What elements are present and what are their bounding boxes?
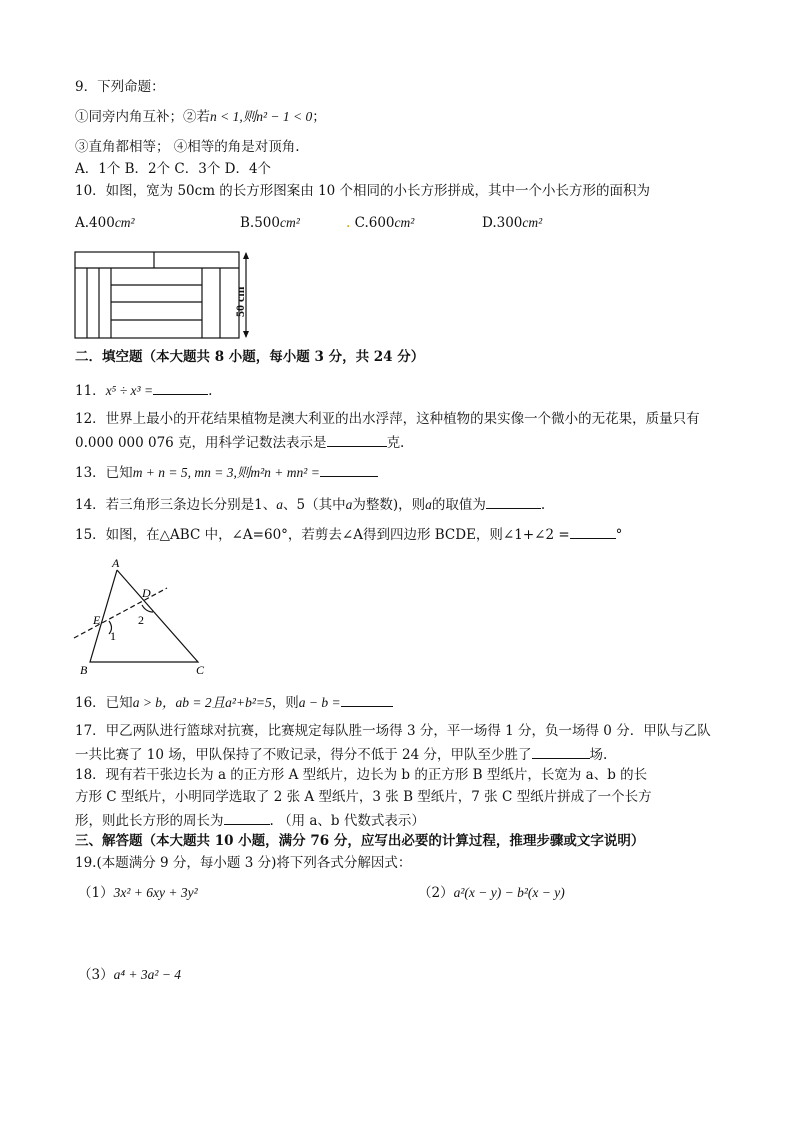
q19-part2-num: （2） — [418, 885, 454, 901]
q12-line1: 12．世界上最小的开花结果植物是澳大利亚的出水浮萍，这种植物的果实像一个微小的无花果，质量只有 — [75, 411, 700, 427]
q17-line2-text: 一共比赛了 10 场，甲队保持了不败记录，得分不低于 24 分，甲队至少胜了 — [75, 747, 532, 763]
q13-answer-blank[interactable] — [320, 462, 378, 477]
q14-text-b: 、5（其中 — [283, 497, 346, 513]
q19-part3 — [78, 966, 181, 984]
q10-option-a — [75, 214, 135, 232]
q16-expr1: a > b，ab = 2且a²+b²=5 — [132, 695, 272, 710]
q14-text-d: 的取值为 — [431, 497, 486, 513]
q14-text-a: 14．若三角形三条边长分别是1、 — [75, 497, 277, 513]
q19-text: 19.(本题满分 9 分，每小题 3 分)将下列各式分解因式： — [75, 855, 412, 871]
section2-title: 二．填空题（本大题共 8 小题，每小题 3 分，共 24 分） — [75, 349, 425, 365]
q16 — [75, 692, 393, 712]
q14 — [75, 494, 545, 514]
q13-expr: m + n = 5, mn = 3,则m²n + mn² = — [132, 465, 320, 480]
q10-option-b — [240, 214, 300, 232]
triangle-abc — [90, 570, 198, 662]
q14-var-c: a — [425, 497, 432, 512]
q15-tail: ° — [615, 527, 623, 543]
label-angle-1: 1 — [110, 629, 116, 643]
q15-answer-blank[interactable] — [570, 524, 616, 539]
q12-line2-text: 0.000 000 076 克，用科学记数法表示是 — [75, 435, 327, 451]
q11-num: 11． — [75, 383, 106, 399]
q10-option-c-unit: cm² — [394, 215, 415, 230]
q11 — [75, 380, 212, 400]
q16-expr2: a − b = — [298, 695, 341, 710]
q10-option-c-value: C.600 — [354, 215, 395, 231]
q12-line2-tail: 克. — [386, 435, 405, 451]
q19-part2 — [418, 884, 565, 902]
q16-answer-blank[interactable] — [341, 692, 393, 707]
q14-var-a: a — [276, 497, 284, 512]
q10-dot: . — [346, 215, 351, 231]
dimension-label: 50 cm — [233, 286, 247, 317]
q9-s1-math: n < 1,则n² − 1 < 0 — [210, 109, 313, 124]
q15 — [75, 524, 622, 544]
q18-line3 — [75, 810, 425, 830]
dimension-arrow-up — [243, 252, 249, 259]
section3-title: 三、解答题（本大题共 10 小题，满分 76 分，应写出必要的计算过程，推理步骤或文字说明） — [75, 833, 645, 849]
q17-line2 — [75, 744, 607, 764]
q18-answer-blank[interactable] — [224, 810, 270, 825]
q15-text: 15．如图，在△ABC 中，∠A=60°，若剪去∠A得到四边形 BCDE，则∠1+∠2 = — [75, 527, 570, 543]
q14-var-b: a — [345, 497, 353, 512]
q18-line1: 18．现有若干张边长为 a 的正方形 A 型纸片，边长为 b 的正方形 B 型纸片，长宽为 a、b 的长 — [75, 767, 648, 783]
cut-line — [74, 588, 167, 638]
label-c: C — [196, 663, 205, 677]
q9-title: 9．下列命题： — [75, 79, 165, 95]
q18-line3-text: 形，则此长方形的周长为 — [75, 813, 224, 829]
q19-part3-num: （3） — [78, 967, 114, 983]
q14-answer-blank[interactable] — [486, 494, 541, 509]
q19-part3-expr: a⁴ + 3a² − 4 — [113, 967, 182, 982]
q17-answer-blank[interactable] — [532, 744, 590, 759]
q10-option-a-value: A.400 — [75, 215, 115, 231]
q9-options: A．1个 B．2个 C．3个 D．4个 — [75, 161, 272, 177]
label-a: A — [112, 556, 120, 570]
label-angle-2: 2 — [138, 613, 144, 627]
q11-expr: x⁵ ÷ x³ = — [105, 383, 154, 398]
q16-text-b: ，则 — [271, 695, 299, 711]
q16-text-a: 16．已知 — [75, 695, 133, 711]
q10-option-a-unit: cm² — [114, 215, 135, 230]
q10-option-d-unit: cm² — [522, 215, 543, 230]
q14-tail: . — [540, 497, 546, 513]
q18-line3-tail: . （用 a、b 代数式表示） — [269, 813, 425, 829]
q13 — [75, 462, 378, 482]
q12-answer-blank[interactable] — [327, 432, 387, 447]
q19-part1 — [78, 884, 198, 902]
dimension-arrow-down — [243, 331, 249, 338]
q10-option-c — [346, 214, 414, 232]
q9-statement-line1 — [75, 108, 326, 126]
q9-s1-text: ①同旁内角互补；②若 — [75, 109, 210, 125]
q10-option-b-unit: cm² — [279, 215, 300, 230]
q9-statement-line2: ③直角都相等； ④相等的角是对顶角. — [75, 139, 300, 155]
q10-option-d-value: D.300 — [482, 215, 523, 231]
q10-rectangle-figure — [74, 247, 254, 342]
q10-text: 10．如图，宽为 50cm 的长方形图案由 10 个相同的小长方形拼成，其中一个小长方形的面积为 — [75, 183, 651, 199]
q19-part2-expr: a²(x − y) − b²(x − y) — [453, 885, 565, 900]
q17-line1: 17．甲乙两队进行篮球对抗赛，比赛规定每队胜一场得 3 分，平一场得 1 分，负一场得 0 分．甲队与乙队 — [75, 723, 711, 739]
q18-line2: 方形 C 型纸片，小明同学选取了 2 张 A 型纸片，3 张 B 型纸片，7 张 C 型纸片拼成了一个长方 — [75, 789, 652, 805]
q19-part1-expr: 3x² + 6xy + 3y² — [113, 885, 198, 900]
label-e: E — [93, 613, 101, 627]
q15-triangle-figure — [72, 554, 222, 678]
q9-s1-tail: ； — [312, 109, 326, 125]
label-b: B — [80, 663, 88, 677]
label-d: D — [142, 586, 151, 600]
q13-num: 13．已知 — [75, 465, 133, 481]
q11-answer-blank[interactable] — [153, 380, 208, 395]
q12-line2 — [75, 432, 404, 452]
q11-tail: . — [208, 383, 213, 399]
q10-option-b-value: B.500 — [240, 215, 280, 231]
q19-part1-num: （1） — [78, 885, 114, 901]
q14-text-c: 为整数)，则 — [352, 497, 426, 513]
q10-option-d — [482, 214, 542, 232]
q17-line2-tail: 场. — [589, 747, 608, 763]
